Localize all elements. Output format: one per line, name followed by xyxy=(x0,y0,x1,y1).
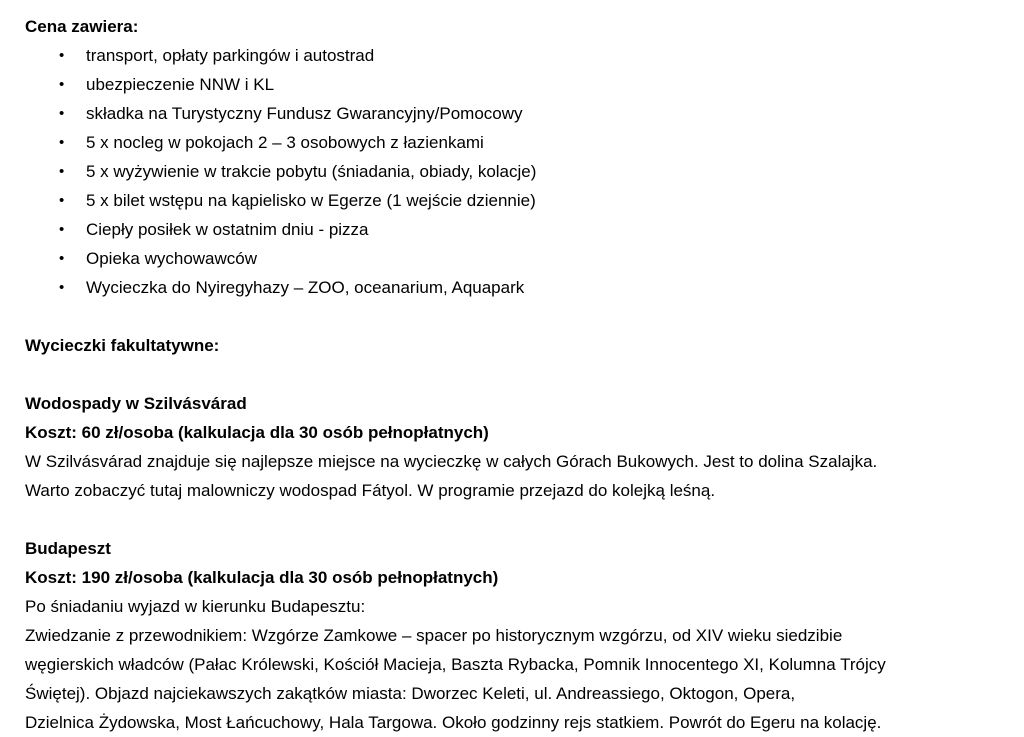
list-item-text: ubezpieczenie NNW i KL xyxy=(86,75,275,94)
bullet-icon: • xyxy=(59,163,65,180)
bullet-icon: • xyxy=(59,250,65,267)
list-item-text: transport, opłaty parkingów i autostrad xyxy=(86,46,375,65)
trip-cost: Koszt: 190 zł/osoba (kalkulacja dla 30 osób pełnopłatnych) xyxy=(25,568,499,587)
trip-description-line: węgierskich władców (Pałac Królewski, Kościół Macieja, Baszta Rybacka, Pomnik Innocentego XI, Kolumna Trójcy xyxy=(25,655,886,674)
list-item-text: 5 x nocleg w pokojach 2 – 3 osobowych z łazienkami xyxy=(86,133,484,152)
trip-title: Wodospady w Szilvásvárad xyxy=(25,394,247,413)
bullet-icon: • xyxy=(59,279,65,296)
bullet-icon: • xyxy=(59,47,65,64)
spacer xyxy=(25,302,1015,331)
list-item-text: 5 x wyżywienie w trakcie pobytu (śniadania, obiady, kolacje) xyxy=(86,162,537,181)
list-item xyxy=(25,70,1015,99)
document-page xyxy=(25,12,1015,737)
list-item-text: składka na Turystyczny Fundusz Gwarancyjny/Pomocowy xyxy=(86,104,523,123)
list-item-text: Ciepły posiłek w ostatnim dniu - pizza xyxy=(86,220,369,239)
list-item xyxy=(25,157,1015,186)
trip-title: Budapeszt xyxy=(25,539,111,558)
list-item-text: 5 x bilet wstępu na kąpielisko w Egerze (1 wejście dziennie) xyxy=(86,191,536,210)
list-item xyxy=(25,215,1015,244)
bullet-icon: • xyxy=(59,221,65,238)
spacer xyxy=(25,360,1015,389)
list-item xyxy=(25,186,1015,215)
includes-list xyxy=(25,41,1015,302)
list-item xyxy=(25,99,1015,128)
list-item xyxy=(25,273,1015,302)
bullet-icon: • xyxy=(59,76,65,93)
trip-description-line: W Szilvásvárad znajduje się najlepsze miejsce na wycieczkę w całych Górach Bukowych. Jest to dolina Szalajka. xyxy=(25,452,878,471)
trip-description-line: Po śniadaniu wyjazd w kierunku Budapesztu: xyxy=(25,597,366,616)
spacer xyxy=(25,505,1015,534)
list-item xyxy=(25,128,1015,157)
list-item-text: Wycieczka do Nyiregyhazy – ZOO, oceanarium, Aquapark xyxy=(86,278,525,297)
list-item xyxy=(25,41,1015,70)
bullet-icon: • xyxy=(59,134,65,151)
list-item xyxy=(25,244,1015,273)
bullet-icon: • xyxy=(59,192,65,209)
trip-description-line: Zwiedzanie z przewodnikiem: Wzgórze Zamkowe – spacer po historycznym wzgórzu, od XIV wieku siedzibie xyxy=(25,626,843,645)
trip-cost: Koszt: 60 zł/osoba (kalkulacja dla 30 osób pełnopłatnych) xyxy=(25,423,489,442)
trip-description-line: Dzielnica Żydowska, Most Łańcuchowy, Hala Targowa. Około godzinny rejs statkiem. Powrót do Egeru na kolację. xyxy=(25,713,882,732)
bullet-icon: • xyxy=(59,105,65,122)
trip-description-line: Warto zobaczyć tutaj malowniczy wodospad Fátyol. W programie przejazd do kolejką leśną. xyxy=(25,481,716,500)
list-item-text: Opieka wychowawców xyxy=(86,249,258,268)
optional-trips-heading: Wycieczki fakultatywne: xyxy=(25,336,220,355)
trip-description-line: Świętej). Objazd najciekawszych zakątków miasta: Dworzec Keleti, ul. Andreassiego, Oktogon, Opera, xyxy=(25,684,796,703)
includes-heading: Cena zawiera: xyxy=(25,17,139,36)
